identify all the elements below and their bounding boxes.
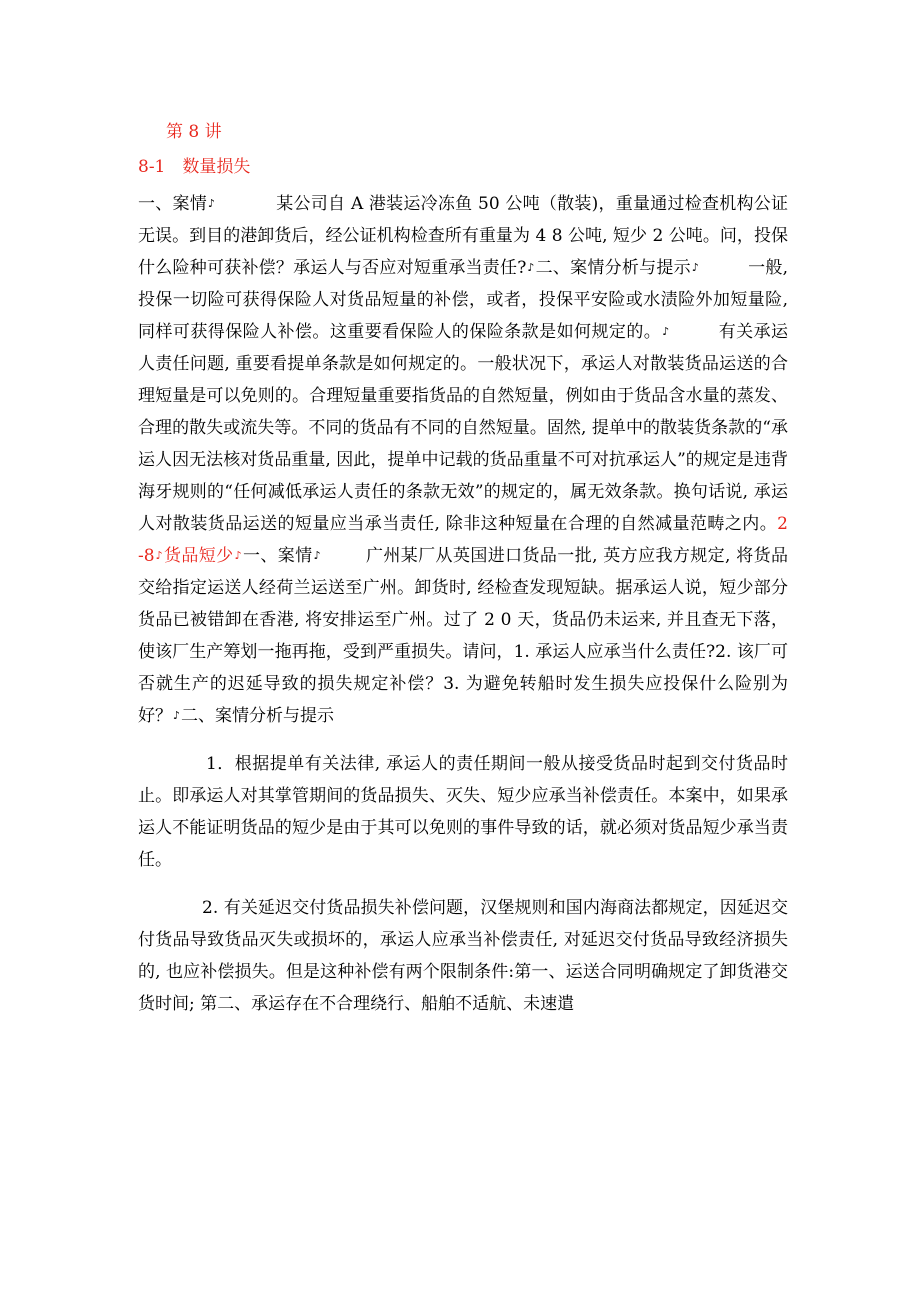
paragraph-mark-icon: ♪	[155, 549, 163, 562]
case1-text2: 一般, 投保一切险可获得保险人对货品短量的补偿，或者，投保平安险或水渍险外加短量险, 同样可获得保险人补偿。这重要看保险人的保险条款是如何规定的。	[138, 258, 788, 342]
paragraph-mark-icon: ♪	[234, 549, 242, 562]
paragraph-mark-icon: ♪	[313, 549, 321, 562]
paragraph-mark-icon: ♪	[691, 261, 699, 274]
case1-text3: 有关承运人责任问题, 重要看提单条款是如何规定的。一般状况下，承运人对散装货品运送的合理短量是可以免则的。合理短量重要指货品的自然短量，例如由于货品含水量的蒸发、合理的散失或流失等。不同的货品有不同的自然短量。固然, 提单中的散装货条款的“承运人因无法核对货品重量, 因此，提单中记载的货品重量不可对抗承运人”的规定是违背海牙规则的“任何减低承运人责任的条款无效”的规定的，属无效条款。换句话说, 承运人对散装货品运送的短量应当承当责任, 除非这种短量在合理的自然减量范畴之内。	[138, 322, 789, 534]
case2-analysis-paragraph-1: 1．根据提单有关法律, 承运人的责任期间一般从接受货品时起到交付货品时止。即承运人对其掌管期间的货品损失、灭失、短少应承当补偿责任。本案中，如果承运人不能证明货品的短少是由于其可以免则的事件导致的话，就必须对货品短少承当责任。	[138, 754, 788, 870]
section-title-quantity-loss: 8-1 数量损失	[138, 157, 251, 177]
paragraph-mark-icon: ♪	[173, 709, 181, 722]
case1-label: 一、案情	[138, 194, 208, 214]
paragraph-mark-icon: ♪	[662, 325, 670, 338]
case1-text1: 某公司自 A 港装运冷冻鱼 50 公吨（散装)，重量通过检查机构公证无误。到目的港卸货后，经公证机构检查所有重量为 4 8 公吨, 短少 2 公吨。问，投保什么险种可获补偿？承运人与否应对短重承当责任?	[138, 194, 789, 278]
case1-label2: 二、案情分析与提示	[535, 258, 691, 278]
case2-label2: 二、案情分析与提示	[181, 706, 335, 726]
paragraph-mark-icon: ♪	[208, 197, 216, 210]
section2-title-number: 2 -8	[138, 514, 788, 566]
section2-title-text: 货品短少	[163, 546, 234, 566]
paragraph-mark-icon: ♪	[527, 261, 535, 274]
case2-analysis-paragraph-2: 2. 有关延迟交付货品损失补偿问题，汉堡规则和国内海商法都规定，因延迟交付货品导致货品灭失或损坏的，承运人应承当补偿责任, 对延迟交付货品导致经济损失的, 也应补偿损失。但是这种补偿有两个限制条件:第一、运送合同明确规定了卸货港交货时间; 第二、承运存在不合理绕行、船舶不适航、未速遣	[138, 898, 788, 1014]
case1-paragraph	[138, 188, 788, 732]
case2-text1: 广州某厂从英国进口货品一批, 英方应我方规定, 将货品交给指定运送人经荷兰运送至广州。卸货时, 经检查发现短缺。据承运人说，短少部分货品已被错卸在香港, 将安排运至广州。过了 2 0 天，货品仍未运来, 并且查无下落，使该厂生产筹划一拖再拖，受到严重损失。请问，1. 承运人应承当什么责任?2. 该厂可否就生产的迟延导致的损失规定补偿？3. 为避免转船时发生损失应投保什么险别为好？	[138, 546, 789, 726]
case2-label: 一、案情	[242, 546, 313, 566]
document-body	[138, 118, 788, 1020]
lecture-title: 第 8 讲	[166, 122, 222, 142]
